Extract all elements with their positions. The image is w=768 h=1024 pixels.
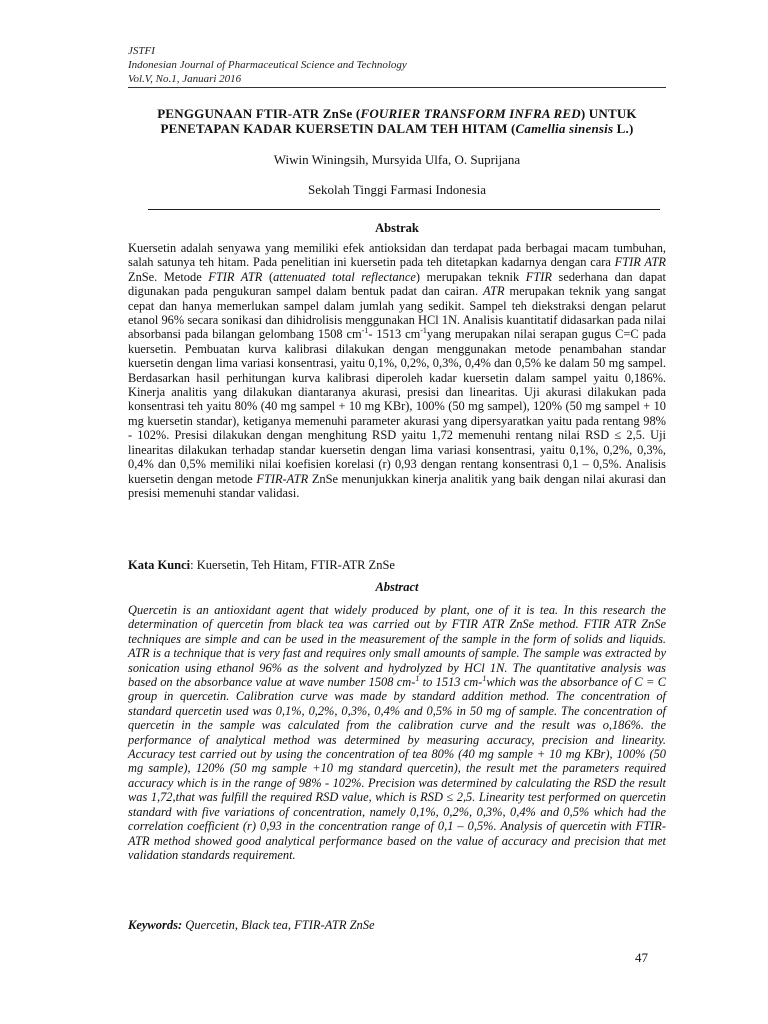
journal-name: Indonesian Journal of Pharmaceutical Science and Technology: [128, 59, 407, 71]
title-part: PENGGUNAAN FTIR-ATR ZnSe (: [157, 106, 361, 121]
text-run: ZnSe menunjukkan kinerja analitik yang baik dengan nilai akurasi dan presisi memenuhi standar validasi.: [128, 471, 667, 500]
journal-header: [128, 44, 407, 86]
text-run: (: [262, 269, 274, 284]
superscript: -1: [361, 326, 369, 336]
abstrak-heading: Abstrak: [375, 221, 419, 235]
kata-kunci-label: Kata Kunci: [128, 558, 191, 572]
title-italic: FOURIER TRANSFORM INFRA RED: [360, 106, 581, 121]
keywords-value: Quercetin, Black tea, FTIR-ATR ZnSe: [182, 918, 375, 932]
text-run: which was the absorbance of C = C group in quercetin. Calibration curve was made by standard addition method. The concentration of standard quercetin used was 0,1%, 0,2%, 0,3%, 0,4% and 0,5% in 50 mg of sample. The concentration of quercetin in the sample was calculated from the calibration curve and the result was o,186%. the performance of analytical method was determined by measuring accuracy, precision and linearity. Accuracy test carried out by using the concentration of tea 80% (40 mg sample + 10 mg KBr), 100% (50 mg sample), 120% (50 mg sample +10 mg standard quercetin), the result met the parameters required accuracy which is in the range of 98% - 102%. Precision was determined by calculating the RSD the result was 1,72,that was fulfill the required RSD value, which is RSD ≤ 2,5. Linearity test performed on quercetin standard with five variations of concentration, namely 0,1%, 0,2%, 0,3%, 0,4% and 0,5% which had the correlation coefficient (r) 0,93 in the concentration range of 0,1 – 0,5%. Analysis of quercetin with FTIR-ATR method showed good analytical performance based on the value of accuracy and precision that met validation standards requirement.: [128, 675, 666, 862]
title-species: Camellia sinensis: [515, 121, 614, 136]
text-run-italic: FTIR-ATR: [256, 471, 309, 486]
text-run-italic: ATR: [482, 284, 505, 299]
text-run: to 1513 cm-: [419, 675, 483, 690]
superscript: 1: [415, 673, 420, 683]
kata-kunci-line: [128, 558, 666, 573]
text-run: Quercetin is an antioxidant agent that widely produced by plant, one of it is tea. In this research the determination of quercetin from black tea was carried out by FTIR ATR ZnSe method. FTIR ATR ZnSe techniques are simple and can be used in the measurement of the sample in the form of solids and liquids. ATR is a technique that is very fast and requires only small amounts of sample. The sample was extracted by sonication using ethanol 96% as the solvent and hydrolyzed by HCl 1N. The quantitative analysis was based on the absorbance value at wave number 1508 cm-: [128, 603, 666, 690]
paper-title: [128, 106, 666, 136]
text-run-italic: FTIR: [525, 269, 552, 284]
text-run-italic: attenuated total reflectance: [273, 269, 416, 284]
text-run: yang merupakan nilai serapan gugus C=C pada kuersetin. Pembuatan kurva kalibrasi dilakukan dengan menggunakan metode penambahan standar kuersetin dengan lima variasi konsentrasi, yaitu 0,1%, 0,2%, 0,3%, 0,4% dan 0,5% ke dalam 50 mg sampel. Berdasarkan hasil perhitungan kurva kalibrasi diperoleh kadar kuersetin dalam sampel yaitu 0,186%. Kinerja analitis yang dilakukan diantaranya akurasi, presisi dan linearitas. Uji akurasi dilakukan pada konsentrasi teh yaitu 80% (40 mg sampel + 10 mg KBr), 100% (50 mg sampel), 120% (50 mg sampel + 10 mg kuersetin standar), ketiganya memenuhi parameter akurasi yang dipersyaratkan yaitu pada rentang 98% - 102%. Presisi dilakukan dengan menghitung RSD yaitu 1,72 memenuhi rentang nilai RSD ≤ 2,5. Uji linearitas dilakukan terhadap standar kuersetin dengan lima variasi konsentrasi, yaitu 0,1%, 0,2%, 0,3%, 0,4% dan 0,5% memiliki nilai koefisien korelasi (r) 0,93 dengan rentang konsentrasi 0,1 – 0,5%. Analisis kuersetin dengan metode: [128, 327, 666, 486]
header-divider: [128, 87, 666, 88]
keywords-line: [128, 918, 666, 933]
text-run: merupakan teknik yang sangat cepat dan hanya memerlukan sampel dalam jumlah yang sedikit. Sampel teh diekstraksi dengan pelarut etanol 96% secara sonikasi dan dihidrolisis menggunakan HCl 1N. Analisis kuantitatif didasarkan pada nilai absorbansi pada bilangan gelombang 1508 cm: [128, 284, 666, 342]
text-run: ZnSe. Metode: [128, 269, 209, 284]
superscript: 1: [482, 673, 487, 683]
title-part: ) UNTUK PENETAPAN KADAR KUERSETIN DALAM TEH HITAM (: [160, 106, 637, 136]
affiliation: Sekolah Tinggi Farmasi Indonesia: [307, 182, 487, 197]
abstract-text: [128, 603, 666, 862]
text-run: Kuersetin adalah senyawa yang memiliki efek antioksidan dan terdapat pada berbagai macam tumbuhan, salah satunya teh hitam. Pada penelitian ini kuersetin pada teh ditetapkan kadarnya dengan cara: [128, 241, 666, 270]
abstract-heading: Abstract: [375, 580, 419, 594]
journal-abbr: JSTFI: [128, 45, 155, 57]
section-divider: [148, 209, 660, 210]
text-run-italic: FTIR ATR: [614, 255, 666, 270]
text-run: - 1513 cm: [368, 327, 421, 342]
text-run-italic: FTIR ATR: [208, 269, 263, 284]
superscript: -1: [420, 326, 427, 336]
title-part: L.): [613, 121, 634, 136]
journal-volume: Vol.V, No.1, Januari 2016: [128, 73, 242, 85]
text-run: ) merupakan teknik: [415, 269, 526, 284]
abstrak-text: [128, 241, 666, 500]
text-run: sederhana dan dapat digunakan pada pengukuran sampel dalam bentuk padat dan cairan.: [128, 269, 666, 299]
author-list: Wiwin Winingsih, Mursyida Ulfa, O. Suprijana: [273, 152, 521, 167]
keywords-label: Keywords:: [128, 918, 183, 932]
kata-kunci-value: : Kuersetin, Teh Hitam, FTIR-ATR ZnSe: [190, 558, 395, 572]
page-number: 47: [635, 950, 648, 965]
